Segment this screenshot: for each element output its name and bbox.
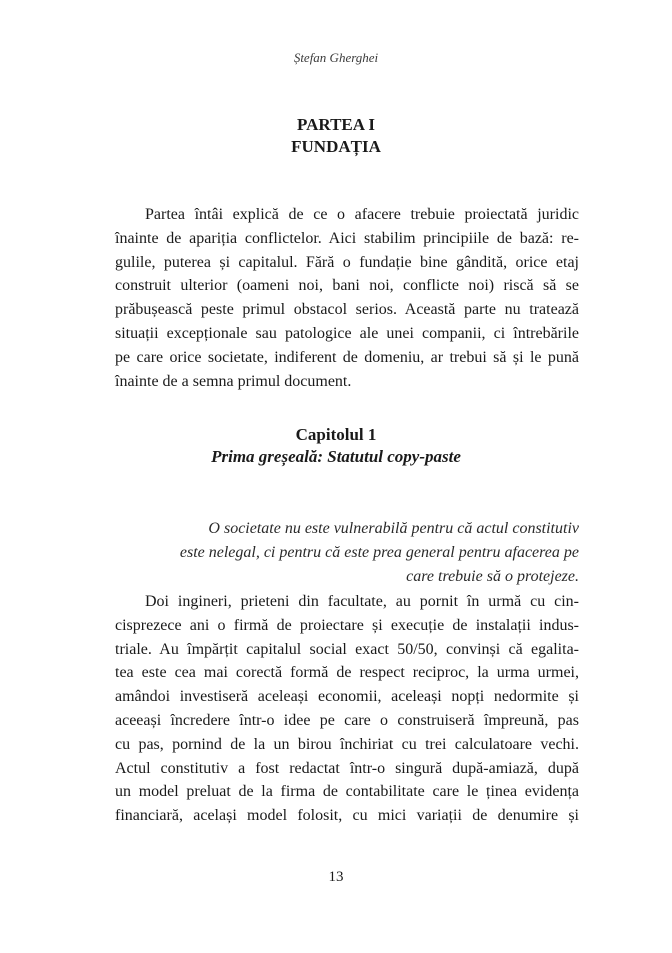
body-line: amândoi investiseră aceleași economii, aceleași nopți nedormite și (115, 688, 579, 706)
intro-line: înainte de apariția conflictelor. Aici stabilim principiile de bază: re- (115, 229, 579, 247)
body-line: Actul constitutiv a fost redactat într-o singură după-amiază, după (115, 759, 579, 777)
body-line: un model preluat de la firma de contabilitate care le ținea evidența (115, 783, 579, 801)
body-line: aceeași încredere într-o idee pe care o construiseră împreună, pas (115, 711, 579, 729)
intro-line: înainte de a semna primul document. (115, 372, 352, 390)
intro-line: Partea întâi explică de ce o afacere trebuie proiectată juridic (145, 206, 579, 223)
body-line: financiară, același model folosit, cu mici variații de denumire și (115, 807, 579, 825)
body-line: cisprezece ani o firmă de proiectare și execuție de instalații indus- (115, 616, 579, 634)
body-line: tea este cea mai corectă formă de respect reciproc, la urma urmei, (115, 664, 579, 682)
part-heading (0, 114, 672, 158)
intro-line: gulile, puterea și capitalul. Fără o fundație bine gândită, orice etaj (115, 253, 579, 271)
chapter-title: Prima greșeală: Statutul copy-paste (211, 447, 461, 466)
page-number: 13 (328, 869, 344, 885)
part-title: FUNDAȚIA (291, 137, 381, 156)
epigraph-line: care trebuie să o protejeze. (406, 568, 579, 585)
epigraph (130, 517, 579, 589)
intro-line: construit ulterior (oameni noi, bani noi, conflicte noi) riscă să se (115, 277, 579, 295)
body-line: cu pas, pornind de la un birou închiriat cu trei calculatoare vechi. (115, 735, 579, 753)
body-line: Doi ingineri, prieteni din facultate, au pornit în urmă cu cin- (145, 593, 579, 610)
intro-paragraph (115, 203, 579, 393)
intro-line: prăbușească peste primul obstacol serios. Această parte nu tratează (115, 301, 579, 319)
running-header-author: Ștefan Gherghei (293, 50, 379, 65)
body-paragraph (115, 590, 579, 828)
body-line: triale. Au împărțit capitalul social exact 50/50, convinși că egalita- (115, 640, 579, 658)
part-number: PARTEA I (297, 115, 375, 134)
intro-line: pe care orice societate, indiferent de domeniu, ar trebui să și le pună (115, 348, 579, 366)
epigraph-line: O societate nu este vulnerabilă pentru că actul constitutiv (208, 520, 579, 537)
epigraph-line: este nelegal, ci pentru că este prea general pentru afacerea pe (179, 544, 579, 561)
chapter-heading (0, 424, 672, 468)
intro-line: situații excepționale sau patologice ale unei companii, ci întrebările (115, 324, 579, 342)
chapter-number: Capitolul 1 (295, 425, 377, 444)
